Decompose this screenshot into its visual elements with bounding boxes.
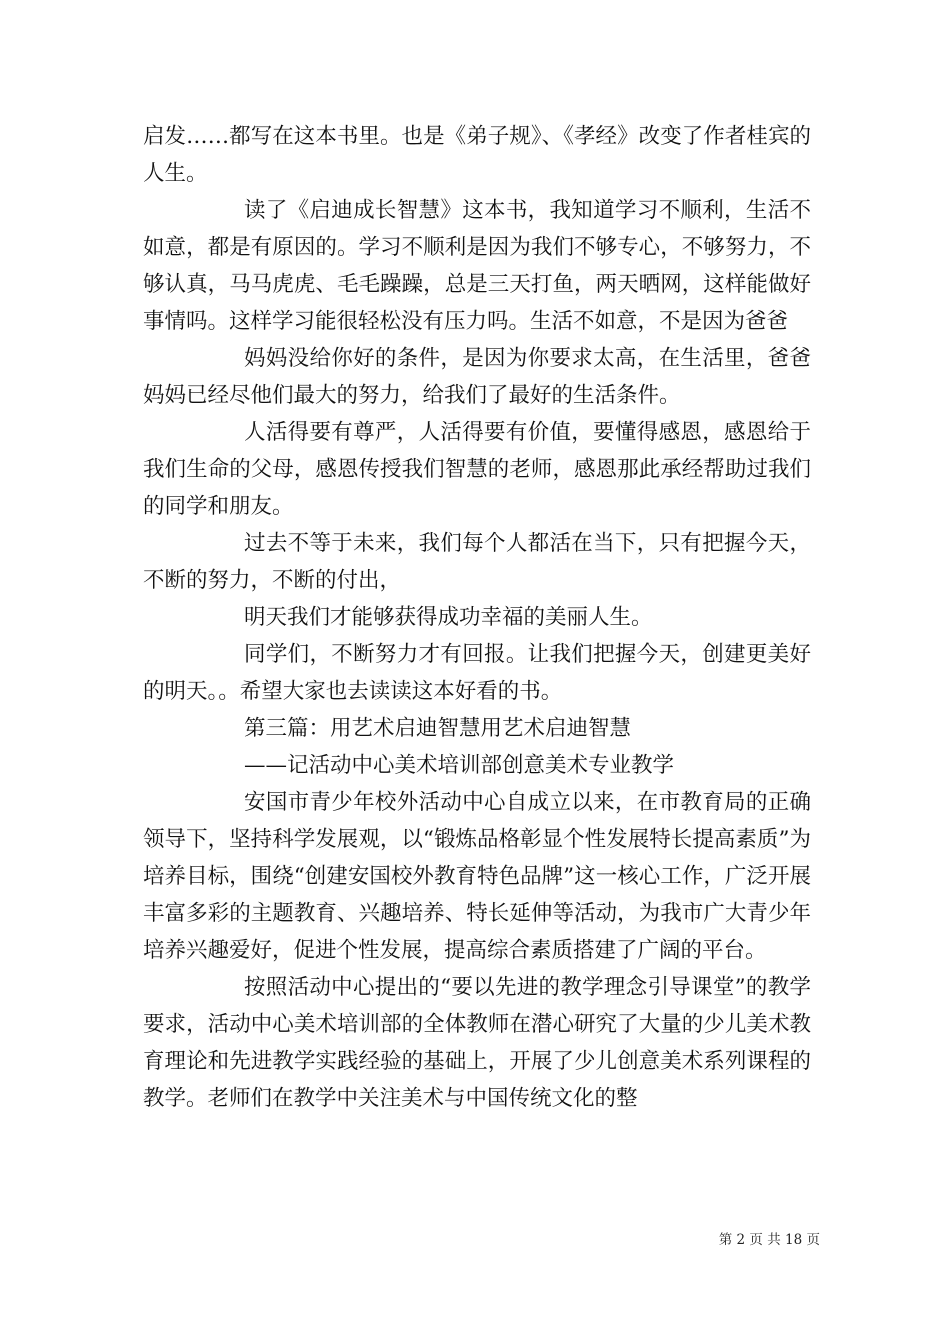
paragraph: 明天我们才能够获得成功幸福的美丽人生。 xyxy=(244,605,653,630)
document-body xyxy=(143,118,811,1117)
paragraph: 启发……都写在这本书里。也是《弟子规》、《孝经》改变了作者桂宾的人生。 xyxy=(143,124,811,186)
page-number: 第 2 页 共 18 页 xyxy=(718,1232,820,1248)
paragraph: 安国市青少年校外活动中心自成立以来，在市教育局的正确领导下，坚持科学发展观，以“锻炼品格彰显个性发展特长提高素质”为培养目标，围绕“创建安国校外教育特色品牌”这一核心工作，广泛开展丰富多彩的主题教育、兴趣培养、特长延伸等活动，为我市广大青少年培养兴趣爱好，促进个性发展，提高综合素质搭建了广阔的平台。 xyxy=(143,790,811,963)
paragraph: 人活得要有尊严，人活得要有价值，要懂得感恩，感恩给于我们生命的父母，感恩传授我们智慧的老师，感恩那此承经帮助过我们的同学和朋友。 xyxy=(143,420,811,519)
paragraph: 妈妈没给你好的条件，是因为你要求太高，在生活里，爸爸妈妈已经尽他们最大的努力，给我们了最好的生活条件。 xyxy=(143,346,811,408)
paragraph: 按照活动中心提出的“要以先进的教学理念引导课堂”的教学要求，活动中心美术培训部的全体教师在潜心研究了大量的少儿美术教育理论和先进教学实践经验的基础上，开展了少儿创意美术系列课程的教学。老师们在教学中关注美术与中国传统文化的整 xyxy=(143,975,811,1111)
paragraph: 同学们，不断努力才有回报。让我们把握今天，创建更美好的明天。。希望大家也去读读这本好看的书。 xyxy=(143,642,811,704)
section-subtitle: ——记活动中心美术培训部创意美术专业教学 xyxy=(244,753,675,778)
section-title: 第三篇：用艺术启迪智慧用艺术启迪智慧 xyxy=(244,716,632,741)
paragraph: 过去不等于未来，我们每个人都活在当下，只有把握今天，不断的努力，不断的付出， xyxy=(143,531,811,593)
paragraph: 读了《启迪成长智慧》这本书，我知道学习不顺利，生活不如意，都是有原因的。学习不顺利是因为我们不够专心，不够努力，不够认真，马马虎虎、毛毛躁躁，总是三天打鱼，两天晒网，这样能做好事情吗。这样学习能很轻松没有压力吗。生活不如意，不是因为爸爸 xyxy=(143,198,811,334)
